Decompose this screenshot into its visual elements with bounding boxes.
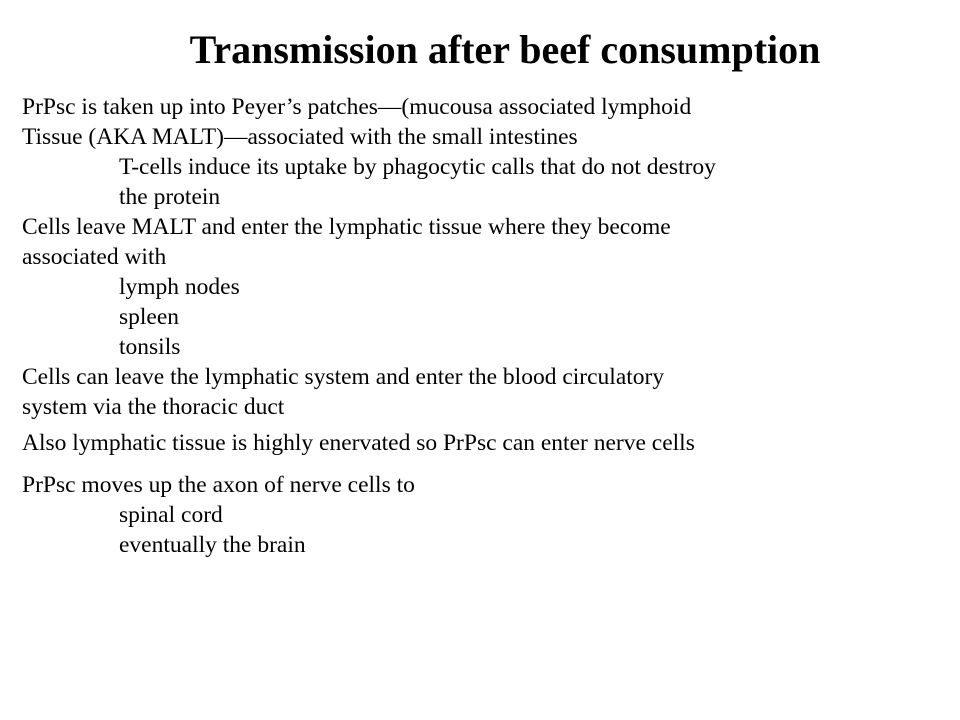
body-line-spinal-cord: spinal cord [119, 502, 223, 528]
slide-body [22, 92, 952, 560]
body-line-enervated: Also lymphatic tissue is highly enervated so PrPsc can enter nerve cells [22, 430, 695, 456]
body-line-leave-malt: Cells leave MALT and enter the lymphatic tissue where they become [22, 214, 671, 240]
body-line-brain: eventually the brain [119, 532, 306, 558]
body-line-uptake: PrPsc is taken up into Peyer’s patches—(mucousa associated lymphoid [22, 94, 692, 120]
slide-title: Transmission after beef consumption [189, 27, 821, 72]
body-line-spleen: spleen [119, 304, 180, 330]
body-line-associated: associated with [22, 244, 167, 270]
body-line-tcells: T-cells induce its uptake by phagocytic calls that do not destroy [119, 154, 716, 180]
body-line-circulatory: Cells can leave the lymphatic system and enter the blood circulatory [22, 364, 665, 390]
body-line-protein: the protein [119, 184, 221, 210]
body-line-thoracic: system via the thoracic duct [22, 394, 285, 420]
body-line-lymph-nodes: lymph nodes [119, 274, 240, 300]
body-line-malt: Tissue (AKA MALT)—associated with the small intestines [22, 124, 578, 150]
body-line-axon: PrPsc moves up the axon of nerve cells to [22, 472, 415, 498]
body-line-tonsils: tonsils [119, 334, 181, 360]
